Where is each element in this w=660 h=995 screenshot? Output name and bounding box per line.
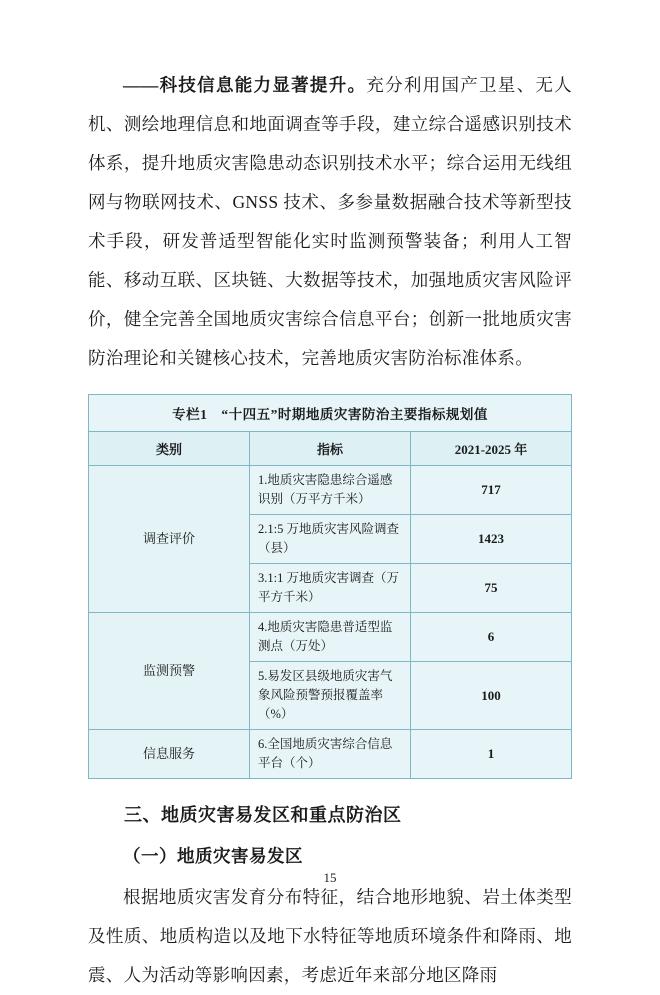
value-cell: 717 — [411, 466, 572, 515]
indicator-table-wrapper — [88, 394, 572, 779]
table-row — [89, 466, 572, 515]
column-header-category: 类别 — [89, 432, 250, 466]
table-caption: 专栏1 “十四五”时期地质灾害防治主要指标规划值 — [89, 395, 572, 432]
indicator-cell: 5.易发区县级地质灾害气象风险预警预报覆盖率（%） — [250, 662, 411, 730]
category-cell-survey: 调查评价 — [89, 466, 250, 613]
page-number: 15 — [323, 870, 337, 885]
paragraph-science-tech — [88, 66, 572, 378]
indicator-table — [88, 394, 572, 779]
category-cell-monitoring: 监测预警 — [89, 613, 250, 730]
column-header-period: 2021-2025 年 — [411, 432, 572, 466]
indicator-cell: 6.全国地质灾害综合信息平台（个） — [250, 730, 411, 779]
category-cell-information: 信息服务 — [89, 730, 250, 779]
value-cell: 75 — [411, 564, 572, 613]
table-row — [89, 613, 572, 662]
table-row — [89, 730, 572, 779]
indicator-cell: 4.地质灾害隐患普适型监测点（万处） — [250, 613, 411, 662]
column-header-indicator: 指标 — [250, 432, 411, 466]
value-cell: 1423 — [411, 515, 572, 564]
value-cell: 6 — [411, 613, 572, 662]
table-header-row — [89, 432, 572, 466]
indicator-cell: 1.地质灾害隐患综合遥感识别（万平方千米） — [250, 466, 411, 515]
subsection-heading: （一）地质灾害易发区 — [123, 846, 303, 866]
value-cell: 100 — [411, 662, 572, 730]
paragraph-lead: ——科技信息能力显著提升。 — [123, 75, 367, 95]
paragraph-prone-areas: 根据地质灾害发育分布特征，结合地形地貌、岩土体类型及性质、地质构造以及地下水特征等地质环境条件和降雨、地震、人为活动等影响因素，考虑近年来部分地区降雨 — [88, 887, 572, 985]
paragraph-text: 充分利用国产卫星、无人机、测绘地理信息和地面调查等手段，建立综合遥感识别技术体系，提升地质灾害隐患动态识别技术水平；综合运用无线组网与物联网技术、GNSS 技术、多参量数据融合技术等新型技术手段，研发普适型智能化实时监测预警装备；利用人工智能、移动互联、区块链、大数据等技术，加强地质灾害风险评价，健全完善全国地质灾害综合信息平台；创新一批地质灾害防治理论和关键核心技术，完善地质灾害防治标准体系。 — [88, 75, 572, 368]
section-heading: 三、地质灾害易发区和重点防治区 — [124, 805, 402, 825]
indicator-cell: 3.1:1 万地质灾害调查（万平方千米） — [250, 564, 411, 613]
value-cell: 1 — [411, 730, 572, 779]
indicator-cell: 2.1:5 万地质灾害风险调查（县） — [250, 515, 411, 564]
table-caption-row — [89, 395, 572, 432]
